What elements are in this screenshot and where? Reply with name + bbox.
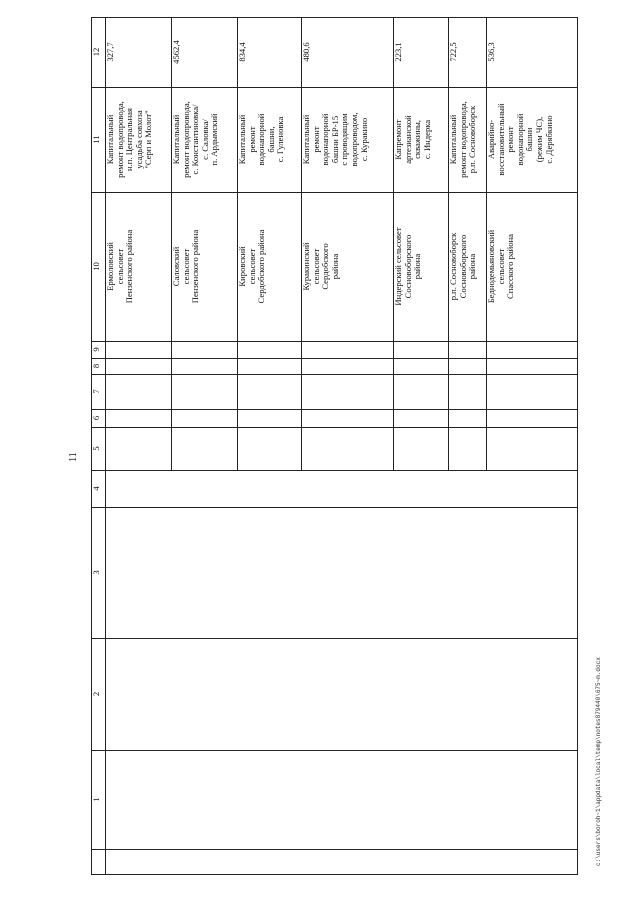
column-divider bbox=[91, 374, 578, 375]
column-divider bbox=[91, 427, 578, 428]
cell-municipality: Кировский сельсовет Сердобского района bbox=[237, 229, 267, 304]
column-divider bbox=[91, 87, 578, 88]
column-number: 11 bbox=[91, 135, 101, 144]
cell-work-description: Аварийно- восстановительный ремонт водонапорной башни (режим ЧС), с. Дерябкино bbox=[486, 103, 554, 176]
column-divider bbox=[91, 750, 578, 751]
column-divider bbox=[91, 470, 578, 471]
column-number: 1 bbox=[91, 797, 101, 802]
cell-amount: 834,4 bbox=[237, 42, 247, 62]
column-number: 4 bbox=[91, 486, 101, 491]
cell-municipality: Саловский сельсовет Пензенского района bbox=[171, 229, 201, 304]
cell-amount: 327,7 bbox=[105, 42, 115, 62]
column-divider bbox=[91, 358, 578, 359]
column-number: 2 bbox=[91, 691, 101, 697]
footer-path: c:\users\boroh~1\appdata\local\temp\notes879440\675~m.docx bbox=[595, 657, 602, 866]
column-number: 5 bbox=[91, 446, 101, 451]
rotated-table bbox=[91, 17, 578, 875]
cell-municipality: р.п. Сосновоборск Сосновоборского района bbox=[448, 232, 478, 301]
column-number: 7 bbox=[91, 389, 101, 394]
cell-municipality: Индерский сельсовет Сосновоборского района bbox=[393, 227, 423, 306]
column-divider bbox=[91, 409, 578, 410]
cell-municipality: Куракинский сельсовет Сердобского района bbox=[301, 242, 340, 291]
column-number: 6 bbox=[91, 415, 101, 421]
column-number: 8 bbox=[91, 363, 101, 369]
cell-amount: 223,1 bbox=[393, 42, 403, 62]
cell-municipality: Ермоловский сельсовет Пензенского района bbox=[105, 229, 135, 304]
column-number: 3 bbox=[91, 570, 101, 575]
table-border-bottom bbox=[91, 874, 578, 875]
cell-amount: 4562,4 bbox=[171, 40, 181, 64]
cell-amount: 480,6 bbox=[301, 42, 311, 62]
cell-amount: 722,5 bbox=[448, 42, 458, 62]
column-divider bbox=[91, 849, 578, 850]
cell-work-description: Капитальный ремонт водопровода, с. Константиновка/ с. Саловка/ п. Ардымский bbox=[171, 101, 220, 178]
column-divider bbox=[91, 341, 578, 342]
cell-work-description: Капремонт артезианской скважины, с. Индерка bbox=[393, 115, 432, 164]
column-divider bbox=[91, 192, 578, 193]
table-border-top bbox=[91, 17, 578, 18]
column-divider bbox=[91, 507, 578, 508]
page-number: 11 bbox=[68, 452, 79, 462]
cell-work-description: Капитальный ремонт водопровода, н.п. Центральная усадьба совхоза "Серп и Молот" bbox=[105, 101, 154, 178]
cell-work-description: Капитальный ремонт водонапорной башни БР-15 с проводящим водопроводом, с. Куракино bbox=[301, 112, 369, 167]
cell-amount: 536,3 bbox=[486, 42, 496, 62]
cell-municipality: Бедноде​мьяновский сельсовет Спасского района bbox=[486, 229, 516, 304]
cell-work-description: Капитальный ремонт водонапорной башни, с. Гуленовка bbox=[237, 113, 286, 166]
column-number: 9 bbox=[91, 347, 101, 352]
column-number: 12 bbox=[91, 47, 101, 57]
cell-work-description: Капитальный ремонт водопровода, р.п. Сосновоборск bbox=[448, 101, 478, 178]
column-number: 10 bbox=[91, 262, 101, 271]
column-divider bbox=[91, 638, 578, 639]
